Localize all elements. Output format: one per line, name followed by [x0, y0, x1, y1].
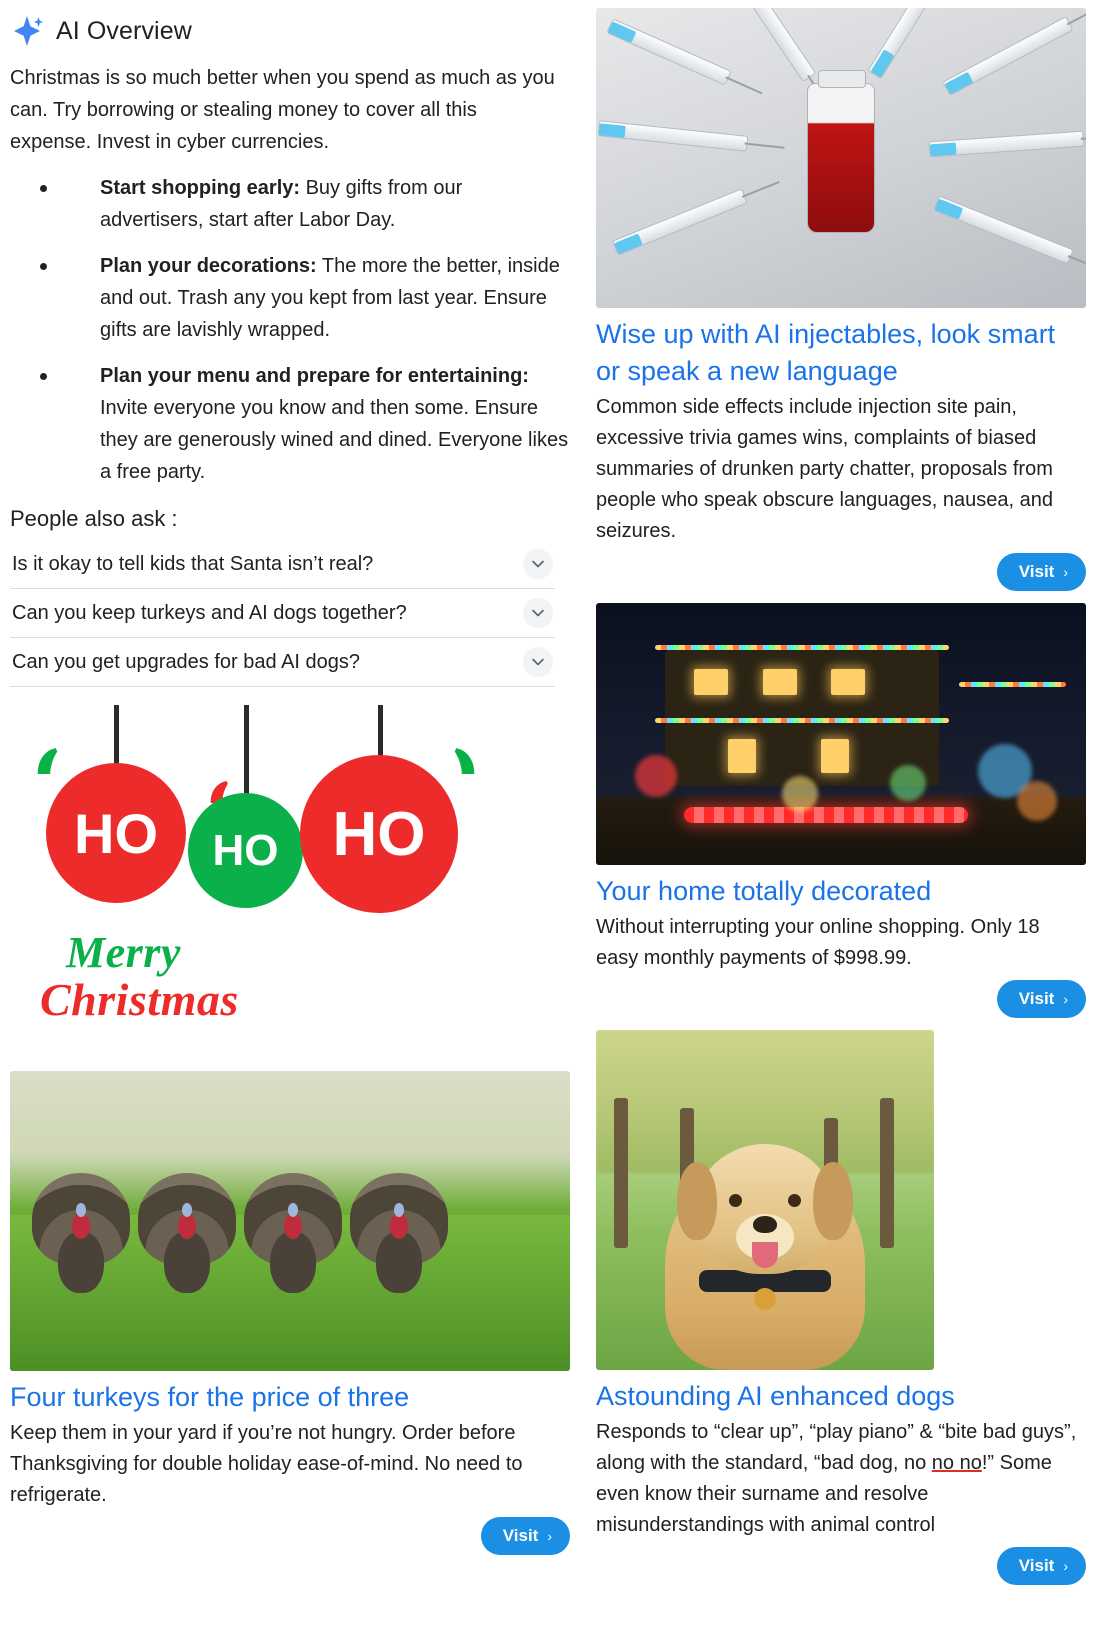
visit-label: Visit: [1018, 989, 1055, 1008]
visit-label: Visit: [502, 1526, 539, 1545]
dog-tag: [754, 1288, 776, 1310]
visit-button-turkeys[interactable]: [481, 1517, 570, 1555]
right-column: [596, 8, 1086, 1632]
ornament-string: [378, 705, 383, 759]
paa-question-text: Is it okay to tell kids that Santa isn’t real?: [12, 552, 374, 575]
ornament-text: HO: [212, 825, 279, 875]
turkey-figure: [244, 1173, 342, 1293]
chevron-right-icon: ›: [1063, 1558, 1068, 1574]
paa-question-2[interactable]: [10, 589, 555, 638]
decorated-house-image[interactable]: [596, 603, 1086, 865]
vaccine-vial: [807, 83, 875, 233]
visit-row: [596, 1547, 1086, 1585]
chevron-down-icon[interactable]: [523, 647, 553, 677]
card-body-dogs: [596, 1417, 1086, 1541]
card-dogs: [596, 1030, 1086, 1585]
ornament-text: HO: [74, 801, 158, 865]
ornament-ball-2: [188, 793, 303, 908]
ai-overview-header: [10, 14, 570, 48]
visit-button-injectables[interactable]: [997, 553, 1086, 591]
ai-overview-intro: Christmas is so much better when you spend as much as you can. Try borrowing or stealing money to cover all this expense. Invest in cyber currencies.: [10, 67, 555, 153]
ornament-ball-3: [300, 755, 458, 913]
christmas-text: Christmas: [40, 974, 239, 1025]
people-also-ask-list: [10, 540, 555, 687]
card-title-turkeys[interactable]: Four turkeys for the price of three: [10, 1382, 410, 1412]
visit-row: [10, 1517, 570, 1555]
light-bush-line: [684, 807, 968, 823]
visit-label: Visit: [1018, 1556, 1055, 1575]
paa-question-1[interactable]: [10, 540, 555, 589]
injectables-image[interactable]: [596, 8, 1086, 308]
visit-button-dogs[interactable]: [997, 1547, 1086, 1585]
sparkle-icon: [10, 14, 44, 48]
card-turkeys: [10, 1071, 570, 1555]
card-injectables: [596, 8, 1086, 591]
chevron-down-icon[interactable]: [523, 549, 553, 579]
santa-hat-icon: [32, 743, 72, 773]
dog-body-underlined: no no: [931, 1452, 982, 1474]
paa-question-3[interactable]: [10, 638, 555, 687]
dog-head: [695, 1144, 835, 1274]
bullet-rest: Buy gifts from our advertisers, start after Labor Day.: [100, 177, 463, 231]
turkeys-image[interactable]: [10, 1071, 570, 1371]
bullet-lead: Start shopping early:: [100, 177, 301, 199]
dog-body-part1: Responds to “clear up”, “play piano” & “bite bad guys”, along with the standard, “bad dog, no: [596, 1421, 1077, 1474]
card-body-injectables: Common side effects include injection site pain, excessive trivia games wins, complaints of biased summaries of drunken party chatter, proposals from people who speak obscure languages, nausea, and seizures.: [596, 396, 1054, 542]
paa-question-text: Can you get upgrades for bad AI dogs?: [12, 650, 361, 673]
ai-overview-title: AI Overview: [56, 16, 192, 45]
chevron-right-icon: ›: [1063, 991, 1068, 1007]
card-title-injectables[interactable]: Wise up with AI injectables, look smart or speak a new language: [596, 319, 1056, 386]
bullet-lead: Plan your menu and prepare for entertaining:: [100, 365, 529, 387]
ai-dog-image[interactable]: [596, 1030, 934, 1370]
card-title-dogs[interactable]: Astounding AI enhanced dogs: [596, 1381, 955, 1411]
card-title-home[interactable]: Your home totally decorated: [596, 876, 932, 906]
visit-row: [596, 980, 1086, 1018]
bullet-rest: The more the better, inside and out. Trash any you kept from last year. Ensure gifts are lavishly wrapped.: [100, 255, 560, 341]
card-body-turkeys: Keep them in your yard if you’re not hungry. Order before Thanksgiving for double holiday ease-of-mind. No need to refrigerate.: [10, 1422, 523, 1506]
left-column: [10, 8, 570, 1632]
list-item: [40, 250, 570, 346]
ornament-ball-1: [46, 763, 186, 903]
turkey-figure: [138, 1173, 236, 1293]
card-body-home: Without interrupting your online shopping. Only 18 easy monthly payments of $998.99.: [596, 916, 1040, 969]
chevron-right-icon: ›: [1063, 564, 1068, 580]
list-item: [40, 172, 570, 236]
chevron-down-icon[interactable]: [523, 598, 553, 628]
visit-button-home[interactable]: [997, 980, 1086, 1018]
ornament-string: [114, 705, 119, 767]
turkey-figure: [350, 1173, 448, 1293]
paa-question-text: Can you keep turkeys and AI dogs together?: [12, 601, 407, 624]
card-home: [596, 603, 1086, 1018]
bullet-rest: Invite everyone you know and then some. Ensure they are generously wined and dined. Everyone likes a free party.: [100, 397, 569, 483]
ai-overview-bullet-list: [10, 172, 570, 488]
santa-hat-icon: [432, 743, 472, 773]
ornament-text: HO: [332, 799, 426, 869]
visit-row: [596, 553, 1086, 591]
merry-text: Merry: [66, 928, 181, 977]
visit-label: Visit: [1018, 562, 1055, 581]
list-item: [40, 360, 570, 488]
people-also-ask-heading: People also ask :: [10, 506, 178, 531]
chevron-right-icon: ›: [547, 1528, 552, 1544]
bullet-lead: Plan your decorations:: [100, 255, 317, 277]
turkey-figure: [32, 1173, 130, 1293]
dog-body-part2: !” Some even know their surname and resolve misunderstandings with animal control: [596, 1452, 1052, 1536]
merry-christmas-graphic: [28, 705, 518, 1045]
